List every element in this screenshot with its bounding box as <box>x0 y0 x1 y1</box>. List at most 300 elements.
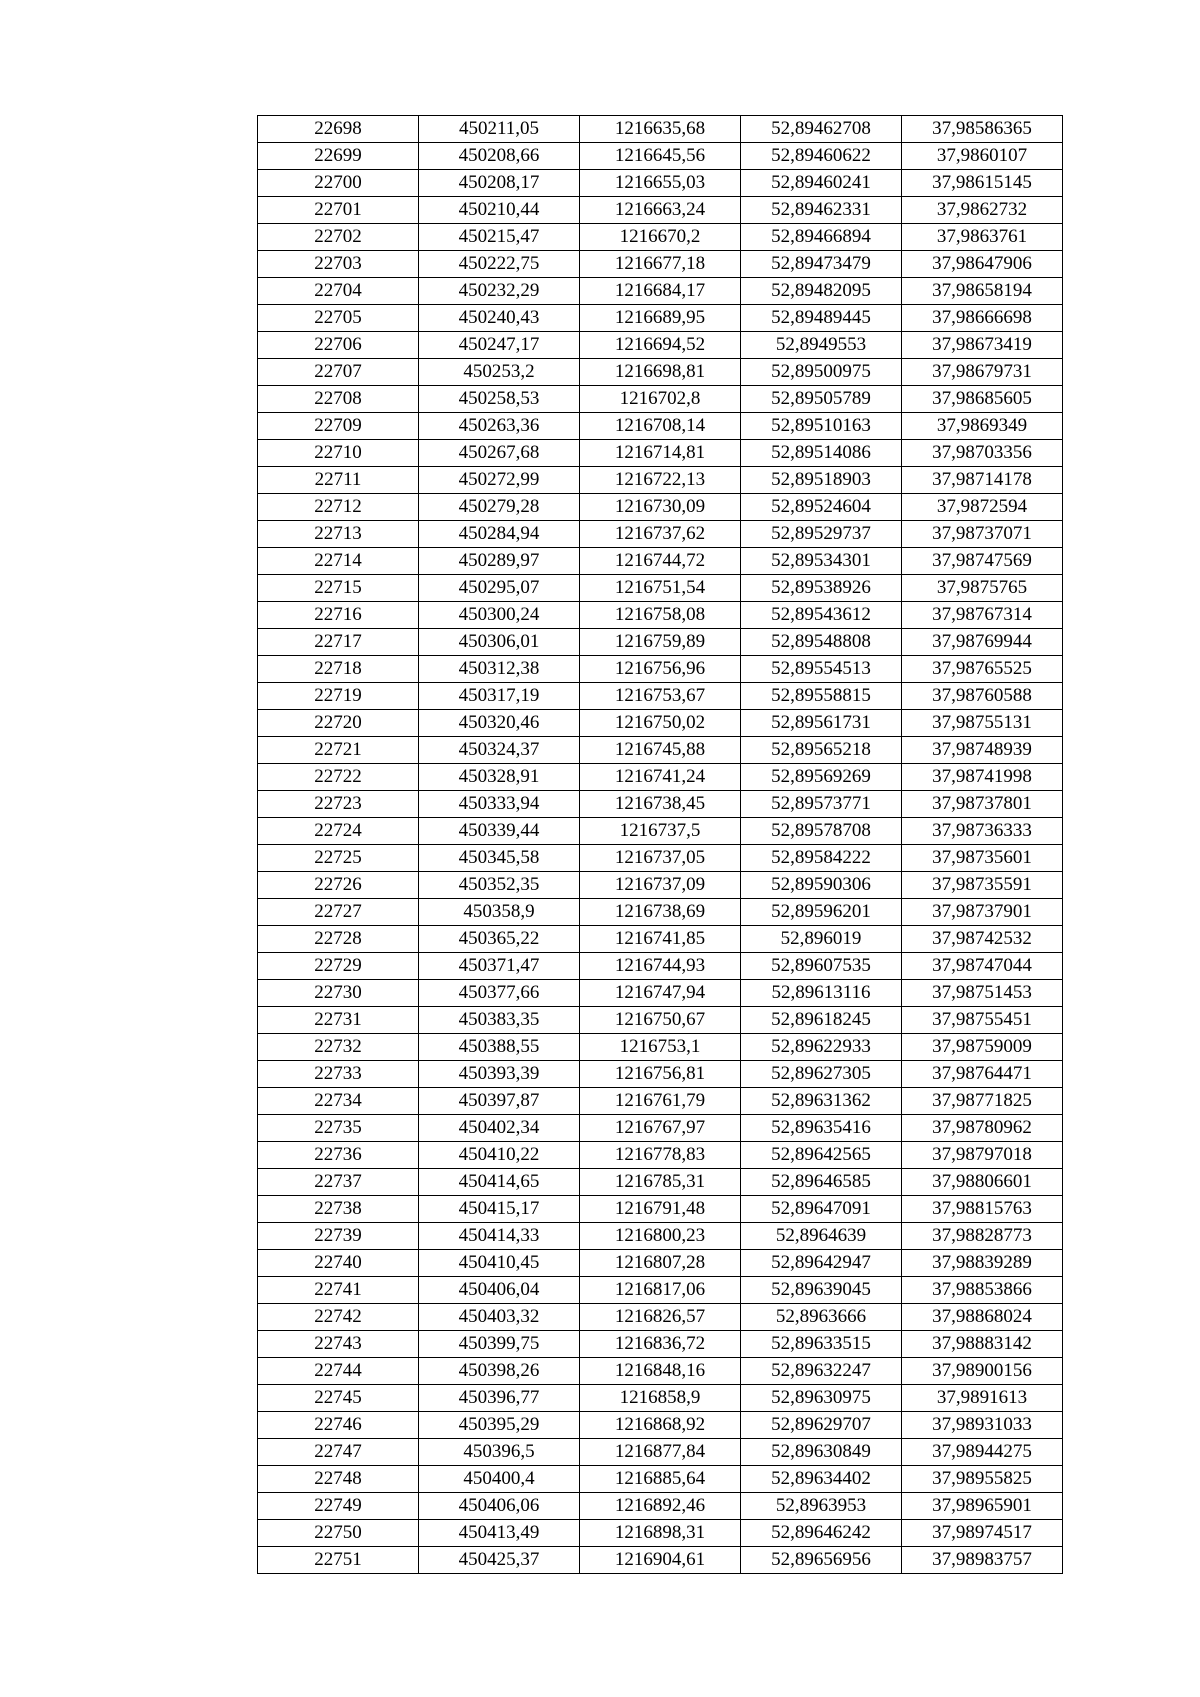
point-number-cell: 22740 <box>258 1250 419 1277</box>
point-number-cell: 22742 <box>258 1304 419 1331</box>
y-coordinate-cell: 1216741,24 <box>580 764 741 791</box>
table-row <box>258 1088 1063 1115</box>
x-coordinate-cell: 450414,65 <box>419 1169 580 1196</box>
x-coordinate-cell: 450403,32 <box>419 1304 580 1331</box>
x-coordinate-cell: 450399,75 <box>419 1331 580 1358</box>
point-number-cell: 22749 <box>258 1493 419 1520</box>
longitude-cell: 37,98748939 <box>902 737 1063 764</box>
x-coordinate-cell: 450388,55 <box>419 1034 580 1061</box>
y-coordinate-cell: 1216761,79 <box>580 1088 741 1115</box>
latitude-cell: 52,89590306 <box>741 872 902 899</box>
point-number-cell: 22748 <box>258 1466 419 1493</box>
point-number-cell: 22736 <box>258 1142 419 1169</box>
latitude-cell: 52,89569269 <box>741 764 902 791</box>
table-row <box>258 1466 1063 1493</box>
latitude-cell: 52,89630849 <box>741 1439 902 1466</box>
latitude-cell: 52,89618245 <box>741 1007 902 1034</box>
longitude-cell: 37,98666698 <box>902 305 1063 332</box>
y-coordinate-cell: 1216702,8 <box>580 386 741 413</box>
longitude-cell: 37,9862732 <box>902 197 1063 224</box>
latitude-cell: 52,89462708 <box>741 116 902 143</box>
x-coordinate-cell: 450215,47 <box>419 224 580 251</box>
table-row <box>258 440 1063 467</box>
y-coordinate-cell: 1216904,61 <box>580 1547 741 1574</box>
table-row <box>258 683 1063 710</box>
latitude-cell: 52,89642565 <box>741 1142 902 1169</box>
longitude-cell: 37,98747569 <box>902 548 1063 575</box>
longitude-cell: 37,98815763 <box>902 1196 1063 1223</box>
y-coordinate-cell: 1216858,9 <box>580 1385 741 1412</box>
table-row <box>258 764 1063 791</box>
longitude-cell: 37,98974517 <box>902 1520 1063 1547</box>
x-coordinate-cell: 450345,58 <box>419 845 580 872</box>
y-coordinate-cell: 1216800,23 <box>580 1223 741 1250</box>
y-coordinate-cell: 1216868,92 <box>580 1412 741 1439</box>
latitude-cell: 52,89607535 <box>741 953 902 980</box>
table-row <box>258 1250 1063 1277</box>
longitude-cell: 37,9869349 <box>902 413 1063 440</box>
latitude-cell: 52,89622933 <box>741 1034 902 1061</box>
y-coordinate-cell: 1216677,18 <box>580 251 741 278</box>
table-row <box>258 251 1063 278</box>
y-coordinate-cell: 1216722,13 <box>580 467 741 494</box>
x-coordinate-cell: 450208,66 <box>419 143 580 170</box>
longitude-cell: 37,98703356 <box>902 440 1063 467</box>
table-row <box>258 224 1063 251</box>
table-row <box>258 1169 1063 1196</box>
table-row <box>258 1007 1063 1034</box>
y-coordinate-cell: 1216756,81 <box>580 1061 741 1088</box>
table-row <box>258 1034 1063 1061</box>
table-row <box>258 818 1063 845</box>
longitude-cell: 37,98741998 <box>902 764 1063 791</box>
longitude-cell: 37,9891613 <box>902 1385 1063 1412</box>
table-row <box>258 1196 1063 1223</box>
point-number-cell: 22705 <box>258 305 419 332</box>
y-coordinate-cell: 1216885,64 <box>580 1466 741 1493</box>
y-coordinate-cell: 1216689,95 <box>580 305 741 332</box>
point-number-cell: 22722 <box>258 764 419 791</box>
coordinates-table <box>257 115 1063 1574</box>
longitude-cell: 37,98714178 <box>902 467 1063 494</box>
y-coordinate-cell: 1216708,14 <box>580 413 741 440</box>
longitude-cell: 37,98764471 <box>902 1061 1063 1088</box>
point-number-cell: 22730 <box>258 980 419 1007</box>
longitude-cell: 37,98759009 <box>902 1034 1063 1061</box>
table-row <box>258 1520 1063 1547</box>
x-coordinate-cell: 450300,24 <box>419 602 580 629</box>
latitude-cell: 52,89538926 <box>741 575 902 602</box>
latitude-cell: 52,89460622 <box>741 143 902 170</box>
y-coordinate-cell: 1216738,45 <box>580 791 741 818</box>
table-row <box>258 1142 1063 1169</box>
latitude-cell: 52,89627305 <box>741 1061 902 1088</box>
x-coordinate-cell: 450352,35 <box>419 872 580 899</box>
latitude-cell: 52,89460241 <box>741 170 902 197</box>
table-row <box>258 791 1063 818</box>
y-coordinate-cell: 1216737,62 <box>580 521 741 548</box>
latitude-cell: 52,89656956 <box>741 1547 902 1574</box>
longitude-cell: 37,98751453 <box>902 980 1063 1007</box>
x-coordinate-cell: 450413,49 <box>419 1520 580 1547</box>
longitude-cell: 37,98615145 <box>902 170 1063 197</box>
longitude-cell: 37,98839289 <box>902 1250 1063 1277</box>
y-coordinate-cell: 1216635,68 <box>580 116 741 143</box>
table-row <box>258 467 1063 494</box>
table-row <box>258 1277 1063 1304</box>
x-coordinate-cell: 450410,45 <box>419 1250 580 1277</box>
latitude-cell: 52,8963953 <box>741 1493 902 1520</box>
latitude-cell: 52,89534301 <box>741 548 902 575</box>
x-coordinate-cell: 450395,29 <box>419 1412 580 1439</box>
point-number-cell: 22710 <box>258 440 419 467</box>
latitude-cell: 52,89473479 <box>741 251 902 278</box>
latitude-cell: 52,89558815 <box>741 683 902 710</box>
x-coordinate-cell: 450284,94 <box>419 521 580 548</box>
table-row <box>258 1412 1063 1439</box>
latitude-cell: 52,89543612 <box>741 602 902 629</box>
x-coordinate-cell: 450247,17 <box>419 332 580 359</box>
point-number-cell: 22738 <box>258 1196 419 1223</box>
point-number-cell: 22714 <box>258 548 419 575</box>
point-number-cell: 22743 <box>258 1331 419 1358</box>
y-coordinate-cell: 1216791,48 <box>580 1196 741 1223</box>
y-coordinate-cell: 1216694,52 <box>580 332 741 359</box>
point-number-cell: 22701 <box>258 197 419 224</box>
x-coordinate-cell: 450295,07 <box>419 575 580 602</box>
y-coordinate-cell: 1216753,67 <box>580 683 741 710</box>
point-number-cell: 22733 <box>258 1061 419 1088</box>
y-coordinate-cell: 1216759,89 <box>580 629 741 656</box>
x-coordinate-cell: 450324,37 <box>419 737 580 764</box>
latitude-cell: 52,89578708 <box>741 818 902 845</box>
y-coordinate-cell: 1216753,1 <box>580 1034 741 1061</box>
longitude-cell: 37,9860107 <box>902 143 1063 170</box>
x-coordinate-cell: 450358,9 <box>419 899 580 926</box>
y-coordinate-cell: 1216898,31 <box>580 1520 741 1547</box>
table-row <box>258 926 1063 953</box>
point-number-cell: 22721 <box>258 737 419 764</box>
y-coordinate-cell: 1216877,84 <box>580 1439 741 1466</box>
point-number-cell: 22698 <box>258 116 419 143</box>
longitude-cell: 37,98755131 <box>902 710 1063 737</box>
point-number-cell: 22716 <box>258 602 419 629</box>
point-number-cell: 22708 <box>258 386 419 413</box>
longitude-cell: 37,98931033 <box>902 1412 1063 1439</box>
longitude-cell: 37,98765525 <box>902 656 1063 683</box>
latitude-cell: 52,89500975 <box>741 359 902 386</box>
point-number-cell: 22741 <box>258 1277 419 1304</box>
longitude-cell: 37,98755451 <box>902 1007 1063 1034</box>
latitude-cell: 52,89646585 <box>741 1169 902 1196</box>
x-coordinate-cell: 450406,04 <box>419 1277 580 1304</box>
latitude-cell: 52,89462331 <box>741 197 902 224</box>
latitude-cell: 52,89489445 <box>741 305 902 332</box>
y-coordinate-cell: 1216737,05 <box>580 845 741 872</box>
table-row <box>258 656 1063 683</box>
table-row <box>258 737 1063 764</box>
y-coordinate-cell: 1216836,72 <box>580 1331 741 1358</box>
point-number-cell: 22706 <box>258 332 419 359</box>
table-row <box>258 413 1063 440</box>
x-coordinate-cell: 450377,66 <box>419 980 580 1007</box>
x-coordinate-cell: 450222,75 <box>419 251 580 278</box>
point-number-cell: 22724 <box>258 818 419 845</box>
table-row <box>258 278 1063 305</box>
longitude-cell: 37,9872594 <box>902 494 1063 521</box>
y-coordinate-cell: 1216817,06 <box>580 1277 741 1304</box>
point-number-cell: 22726 <box>258 872 419 899</box>
point-number-cell: 22713 <box>258 521 419 548</box>
point-number-cell: 22734 <box>258 1088 419 1115</box>
y-coordinate-cell: 1216785,31 <box>580 1169 741 1196</box>
point-number-cell: 22746 <box>258 1412 419 1439</box>
table-row <box>258 602 1063 629</box>
latitude-cell: 52,89596201 <box>741 899 902 926</box>
table-row <box>258 953 1063 980</box>
longitude-cell: 37,98760588 <box>902 683 1063 710</box>
latitude-cell: 52,89573771 <box>741 791 902 818</box>
latitude-cell: 52,89514086 <box>741 440 902 467</box>
y-coordinate-cell: 1216747,94 <box>580 980 741 1007</box>
table-row <box>258 170 1063 197</box>
table-row <box>258 629 1063 656</box>
y-coordinate-cell: 1216750,02 <box>580 710 741 737</box>
x-coordinate-cell: 450333,94 <box>419 791 580 818</box>
longitude-cell: 37,98742532 <box>902 926 1063 953</box>
x-coordinate-cell: 450410,22 <box>419 1142 580 1169</box>
longitude-cell: 37,98868024 <box>902 1304 1063 1331</box>
x-coordinate-cell: 450365,22 <box>419 926 580 953</box>
latitude-cell: 52,89466894 <box>741 224 902 251</box>
x-coordinate-cell: 450289,97 <box>419 548 580 575</box>
longitude-cell: 37,9875765 <box>902 575 1063 602</box>
point-number-cell: 22699 <box>258 143 419 170</box>
y-coordinate-cell: 1216758,08 <box>580 602 741 629</box>
point-number-cell: 22711 <box>258 467 419 494</box>
longitude-cell: 37,98679731 <box>902 359 1063 386</box>
point-number-cell: 22709 <box>258 413 419 440</box>
y-coordinate-cell: 1216767,97 <box>580 1115 741 1142</box>
longitude-cell: 37,98735601 <box>902 845 1063 872</box>
longitude-cell: 37,98685605 <box>902 386 1063 413</box>
point-number-cell: 22707 <box>258 359 419 386</box>
y-coordinate-cell: 1216741,85 <box>580 926 741 953</box>
longitude-cell: 37,98737071 <box>902 521 1063 548</box>
latitude-cell: 52,89565218 <box>741 737 902 764</box>
point-number-cell: 22744 <box>258 1358 419 1385</box>
point-number-cell: 22700 <box>258 170 419 197</box>
table-row <box>258 332 1063 359</box>
y-coordinate-cell: 1216744,93 <box>580 953 741 980</box>
table-row <box>258 1061 1063 1088</box>
y-coordinate-cell: 1216778,83 <box>580 1142 741 1169</box>
coordinates-table-body <box>258 116 1063 1574</box>
point-number-cell: 22717 <box>258 629 419 656</box>
y-coordinate-cell: 1216714,81 <box>580 440 741 467</box>
point-number-cell: 22731 <box>258 1007 419 1034</box>
y-coordinate-cell: 1216848,16 <box>580 1358 741 1385</box>
longitude-cell: 37,98883142 <box>902 1331 1063 1358</box>
table-row <box>258 1331 1063 1358</box>
table-row <box>258 1493 1063 1520</box>
y-coordinate-cell: 1216826,57 <box>580 1304 741 1331</box>
longitude-cell: 37,98586365 <box>902 116 1063 143</box>
table-row <box>258 1385 1063 1412</box>
point-number-cell: 22719 <box>258 683 419 710</box>
latitude-cell: 52,8949553 <box>741 332 902 359</box>
x-coordinate-cell: 450414,33 <box>419 1223 580 1250</box>
y-coordinate-cell: 1216892,46 <box>580 1493 741 1520</box>
longitude-cell: 37,98735591 <box>902 872 1063 899</box>
table-row <box>258 575 1063 602</box>
x-coordinate-cell: 450397,87 <box>419 1088 580 1115</box>
point-number-cell: 22704 <box>258 278 419 305</box>
x-coordinate-cell: 450320,46 <box>419 710 580 737</box>
latitude-cell: 52,89639045 <box>741 1277 902 1304</box>
x-coordinate-cell: 450240,43 <box>419 305 580 332</box>
y-coordinate-cell: 1216737,5 <box>580 818 741 845</box>
x-coordinate-cell: 450396,77 <box>419 1385 580 1412</box>
table-row <box>258 1358 1063 1385</box>
point-number-cell: 22727 <box>258 899 419 926</box>
x-coordinate-cell: 450328,91 <box>419 764 580 791</box>
x-coordinate-cell: 450317,19 <box>419 683 580 710</box>
longitude-cell: 37,98828773 <box>902 1223 1063 1250</box>
longitude-cell: 37,9863761 <box>902 224 1063 251</box>
longitude-cell: 37,98767314 <box>902 602 1063 629</box>
x-coordinate-cell: 450371,47 <box>419 953 580 980</box>
y-coordinate-cell: 1216738,69 <box>580 899 741 926</box>
point-number-cell: 22702 <box>258 224 419 251</box>
y-coordinate-cell: 1216745,88 <box>580 737 741 764</box>
latitude-cell: 52,89561731 <box>741 710 902 737</box>
y-coordinate-cell: 1216684,17 <box>580 278 741 305</box>
longitude-cell: 37,98658194 <box>902 278 1063 305</box>
point-number-cell: 22712 <box>258 494 419 521</box>
y-coordinate-cell: 1216750,67 <box>580 1007 741 1034</box>
longitude-cell: 37,98780962 <box>902 1115 1063 1142</box>
longitude-cell: 37,98797018 <box>902 1142 1063 1169</box>
x-coordinate-cell: 450263,36 <box>419 413 580 440</box>
x-coordinate-cell: 450232,29 <box>419 278 580 305</box>
x-coordinate-cell: 450312,38 <box>419 656 580 683</box>
longitude-cell: 37,98944275 <box>902 1439 1063 1466</box>
y-coordinate-cell: 1216737,09 <box>580 872 741 899</box>
x-coordinate-cell: 450339,44 <box>419 818 580 845</box>
table-row <box>258 980 1063 1007</box>
latitude-cell: 52,896019 <box>741 926 902 953</box>
point-number-cell: 22703 <box>258 251 419 278</box>
latitude-cell: 52,89518903 <box>741 467 902 494</box>
point-number-cell: 22735 <box>258 1115 419 1142</box>
table-row <box>258 872 1063 899</box>
x-coordinate-cell: 450208,17 <box>419 170 580 197</box>
y-coordinate-cell: 1216807,28 <box>580 1250 741 1277</box>
table-row <box>258 710 1063 737</box>
x-coordinate-cell: 450383,35 <box>419 1007 580 1034</box>
y-coordinate-cell: 1216698,81 <box>580 359 741 386</box>
table-row <box>258 521 1063 548</box>
x-coordinate-cell: 450253,2 <box>419 359 580 386</box>
latitude-cell: 52,89629707 <box>741 1412 902 1439</box>
table-row <box>258 1547 1063 1574</box>
point-number-cell: 22739 <box>258 1223 419 1250</box>
longitude-cell: 37,98806601 <box>902 1169 1063 1196</box>
point-number-cell: 22723 <box>258 791 419 818</box>
point-number-cell: 22728 <box>258 926 419 953</box>
y-coordinate-cell: 1216645,56 <box>580 143 741 170</box>
table-row <box>258 386 1063 413</box>
longitude-cell: 37,98737901 <box>902 899 1063 926</box>
longitude-cell: 37,98983757 <box>902 1547 1063 1574</box>
point-number-cell: 22747 <box>258 1439 419 1466</box>
x-coordinate-cell: 450210,44 <box>419 197 580 224</box>
latitude-cell: 52,89548808 <box>741 629 902 656</box>
longitude-cell: 37,98965901 <box>902 1493 1063 1520</box>
table-row <box>258 845 1063 872</box>
longitude-cell: 37,98737801 <box>902 791 1063 818</box>
longitude-cell: 37,98747044 <box>902 953 1063 980</box>
longitude-cell: 37,98853866 <box>902 1277 1063 1304</box>
point-number-cell: 22729 <box>258 953 419 980</box>
table-row <box>258 1439 1063 1466</box>
point-number-cell: 22750 <box>258 1520 419 1547</box>
table-row <box>258 143 1063 170</box>
y-coordinate-cell: 1216756,96 <box>580 656 741 683</box>
x-coordinate-cell: 450279,28 <box>419 494 580 521</box>
x-coordinate-cell: 450267,68 <box>419 440 580 467</box>
table-row <box>258 494 1063 521</box>
point-number-cell: 22751 <box>258 1547 419 1574</box>
y-coordinate-cell: 1216751,54 <box>580 575 741 602</box>
table-row <box>258 116 1063 143</box>
table-row <box>258 1304 1063 1331</box>
latitude-cell: 52,89613116 <box>741 980 902 1007</box>
latitude-cell: 52,89631362 <box>741 1088 902 1115</box>
latitude-cell: 52,89642947 <box>741 1250 902 1277</box>
longitude-cell: 37,98955825 <box>902 1466 1063 1493</box>
x-coordinate-cell: 450415,17 <box>419 1196 580 1223</box>
x-coordinate-cell: 450425,37 <box>419 1547 580 1574</box>
latitude-cell: 52,8963666 <box>741 1304 902 1331</box>
latitude-cell: 52,89646242 <box>741 1520 902 1547</box>
longitude-cell: 37,98736333 <box>902 818 1063 845</box>
table-row <box>258 899 1063 926</box>
table-row <box>258 548 1063 575</box>
x-coordinate-cell: 450398,26 <box>419 1358 580 1385</box>
latitude-cell: 52,89554513 <box>741 656 902 683</box>
x-coordinate-cell: 450306,01 <box>419 629 580 656</box>
table-row <box>258 1115 1063 1142</box>
latitude-cell: 52,89635416 <box>741 1115 902 1142</box>
longitude-cell: 37,98769944 <box>902 629 1063 656</box>
table-row <box>258 197 1063 224</box>
y-coordinate-cell: 1216663,24 <box>580 197 741 224</box>
point-number-cell: 22720 <box>258 710 419 737</box>
point-number-cell: 22745 <box>258 1385 419 1412</box>
latitude-cell: 52,89584222 <box>741 845 902 872</box>
latitude-cell: 52,89529737 <box>741 521 902 548</box>
x-coordinate-cell: 450402,34 <box>419 1115 580 1142</box>
point-number-cell: 22715 <box>258 575 419 602</box>
y-coordinate-cell: 1216655,03 <box>580 170 741 197</box>
point-number-cell: 22737 <box>258 1169 419 1196</box>
x-coordinate-cell: 450258,53 <box>419 386 580 413</box>
latitude-cell: 52,8964639 <box>741 1223 902 1250</box>
longitude-cell: 37,98900156 <box>902 1358 1063 1385</box>
table-row <box>258 305 1063 332</box>
